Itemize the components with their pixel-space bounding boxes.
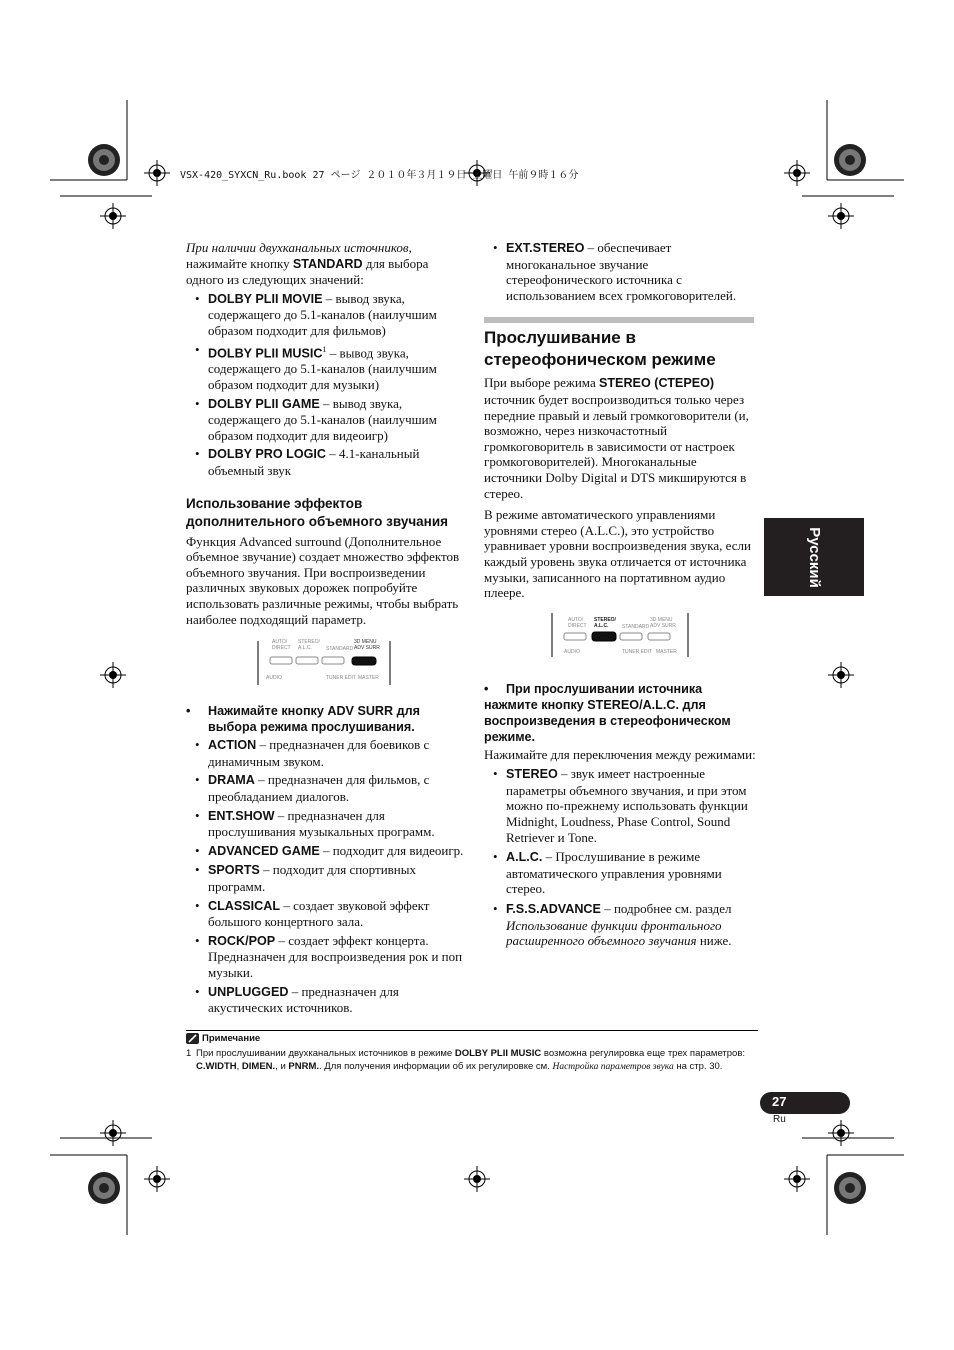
note-pencil-icon — [186, 1033, 199, 1044]
list-item: • ROCK/POP – создает эффект концерта. Предназначен для воспроизведения рок и поп музыки. — [195, 932, 463, 980]
list-item: • ENT.SHOW – предназначен для прослушивания музыкальных программ. — [195, 807, 435, 840]
crosshair-target-icon — [784, 1166, 810, 1192]
right-column — [484, 240, 756, 952]
starburst-target-icon — [830, 1168, 870, 1208]
panel-label: STEREO/ A.L.C. — [298, 639, 320, 652]
stereo-paragraph-1: При выборе режима STEREO (СТЕРЕО) источник будет воспроизводиться только через передние правый и левый громкоговорители (и, возможно, через низкочастотный громкоговоритель в зависимости от настроек громкоговорителей). Многоканальные источники Dolby Digital и DTS микшируются в стерео. — [484, 375, 749, 501]
page-language: Ru — [773, 1114, 786, 1125]
page-number-badge — [760, 1092, 850, 1114]
note-item: 1 При прослушивании двухканальных источников в режиме DOLBY PLII MUSIC возможна регулировка еще трех параметров: C.WIDTH, DIMEN., и PNRM.. Для получения информации об их регулировке см. Настройка параметров звука на стр. 30. — [186, 1048, 746, 1072]
list-item: • ACTION – предназначен для боевиков с динамичным звуком. — [195, 737, 430, 769]
panel-label: MASTER — [358, 675, 379, 682]
panel-label: TUNER EDIT — [622, 648, 652, 655]
section-heading-stereo: Прослушивание в стереофоническом режиме — [484, 328, 716, 370]
crosshair-target-icon — [828, 662, 854, 688]
crosshair-target-icon — [100, 203, 126, 229]
list-item: • F.S.S.ADVANCE – подробнее см. раздел Использование функции фронтального расширенного объемного звучания ниже. — [493, 901, 732, 949]
book-header-line: VSX-420_SYXCN_Ru.book 27 ページ ２０１０年３月１９日 金曜日 午前９時１６分 — [180, 170, 579, 181]
crosshair-target-icon — [828, 203, 854, 229]
language-side-tab: Русский — [764, 518, 864, 596]
list-item: • DOLBY PRO LOGIC – 4.1-канальный объемный звук — [195, 446, 420, 479]
crosshair-target-icon — [144, 160, 170, 186]
list-item: • A.L.C. – Прослушивание в режиме автоматического управления уровнями стерео. — [493, 849, 722, 897]
panel-label: 3D MENU ADV SURR — [354, 639, 380, 652]
adv-surr-modes-list — [186, 737, 466, 1016]
panel-label: AUTO/ DIRECT — [568, 616, 587, 629]
list-item: • ADVANCED GAME – подходит для видеоигр. — [195, 842, 464, 858]
standard-modes-list — [186, 291, 466, 479]
footnote-ref: 1 — [322, 344, 327, 354]
panel-label: AUDIO — [564, 648, 580, 655]
panel-label: STANDARD — [622, 623, 650, 630]
panel-label: STANDARD — [326, 646, 354, 653]
intro-paragraph: При наличии двухканальных источников, нажимайте кнопку STANDARD для выбора одного из следующих значений: — [186, 240, 429, 288]
list-item: • STEREO – звук имеет настроенные параметры объемного звучания, и при этом можно по-прежнему использовать функции Midnight, Loudness, Phase Control, Sound Retriever и Tone. — [493, 766, 748, 845]
starburst-target-icon — [830, 140, 870, 180]
panel-label: MASTER — [656, 648, 677, 655]
cross-reference-link[interactable]: Использование функции фронтального расширенного объемного звучания — [506, 917, 722, 949]
list-item: • DOLBY PLII MOVIE – вывод звука, содержащего до 5.1-каналов (наилучшим образом подходит для фильмов) — [195, 290, 437, 338]
adv-surr-step: • Нажимайте кнопку ADV SURR для выбора режима прослушивания. — [186, 704, 420, 735]
note-header — [186, 1032, 761, 1045]
starburst-target-icon — [84, 140, 124, 180]
stereo-paragraph-2: В режиме автоматического управлениями уровнями стерео (A.L.C.), это устройство уравнивает уровни воспроизведения звука, если каждый уровень звука отличается от источника музыки, записанного на портативном аудио плеере. — [484, 507, 751, 601]
panel-label: TUNER EDIT — [326, 675, 356, 682]
crosshair-target-icon — [828, 1120, 854, 1146]
standard-key: STANDARD — [292, 256, 363, 271]
panel-label: 3D MENU ADV SURR — [650, 616, 676, 629]
list-item: • EXT.STEREO – обеспечивает многоканальное звучание стереофонического источника с использованием всех громкоговорителей. — [493, 240, 737, 303]
crosshair-target-icon — [100, 662, 126, 688]
list-item: • CLASSICAL – создает звуковой эффект большого концертного зала. — [195, 897, 430, 930]
list-item: • DOLBY PLII MUSIC$^1$ – вывод звука, содержащего до 5.1-каналов (наилучшим образом подходит для музыки) — [195, 341, 437, 393]
list-item: • DRAMA – предназначен для фильмов, с преобладанием диалогов. — [195, 772, 430, 804]
starburst-target-icon — [84, 1168, 124, 1208]
stereo-key: STEREO (СТЕРЕО) — [598, 376, 715, 391]
note-cross-reference[interactable]: Настройка параметров звука — [552, 1062, 674, 1072]
crosshair-target-icon — [100, 1120, 126, 1146]
section-divider-bar — [484, 317, 754, 323]
note-divider — [186, 1030, 758, 1031]
stereo-step: • При прослушивании источника нажмите кнопку STEREO/A.L.C. для воспроизведения в стереофоническом режиме. — [484, 681, 731, 744]
crosshair-target-icon — [144, 1166, 170, 1192]
panel-label: AUTO/ DIRECT — [272, 639, 291, 652]
crosshair-target-icon — [464, 1166, 490, 1192]
intro-italic: При наличии двухканальных источников — [186, 240, 409, 255]
list-item: • UNPLUGGED – предназначен для акустических источников. — [195, 983, 399, 1016]
panel-label: AUDIO — [266, 675, 282, 682]
note-block — [186, 1032, 761, 1074]
remote-panel-illustration — [484, 609, 756, 665]
page-number: 27 — [772, 1094, 787, 1109]
note-title: Примечание — [202, 1033, 261, 1044]
crosshair-target-icon — [784, 160, 810, 186]
remote-panel-illustration — [186, 633, 466, 693]
list-item: • DOLBY PLII GAME – вывод звука, содержащего до 5.1-каналов (наилучшим образом подходит для видеоигр) — [195, 395, 437, 443]
list-item: • SPORTS – подходит для спортивных программ. — [195, 862, 416, 894]
advanced-surround-paragraph: Функция Advanced surround (Дополнительное объемное звучание) создает множество эффектов объемного звучания. При воспроизведении различных звуковых дорожек попробуйте использовать различные режимы, чтобы выбрать наиболее подходящий параметр. — [186, 533, 460, 627]
panel-label: STEREO/ A.L.C. — [594, 616, 616, 629]
stereo-step-body: Нажимайте для переключения между режимами: — [484, 746, 756, 762]
left-column — [186, 240, 466, 1019]
stereo-modes-list — [484, 766, 756, 949]
section-heading-advanced-surround: Использование эффектов дополнительного объемного звучания — [186, 495, 449, 529]
